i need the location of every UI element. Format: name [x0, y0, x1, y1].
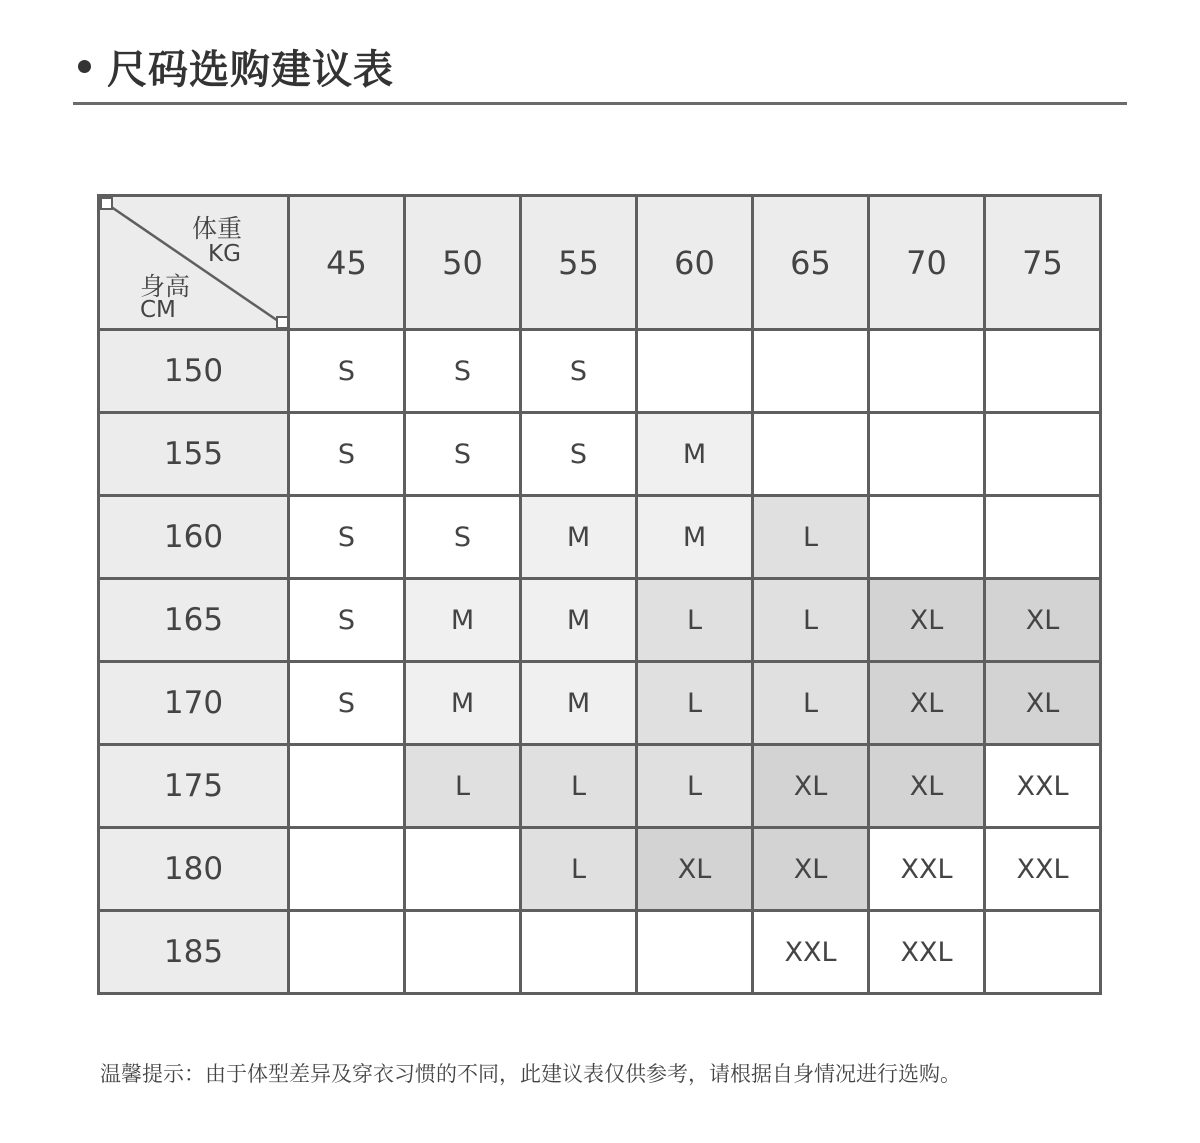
table-row [99, 579, 1101, 662]
height-header-cell: 155 [99, 413, 289, 496]
weight-unit: KG [208, 241, 241, 267]
height-header-cell: 180 [99, 828, 289, 911]
weight-header-cell: 50 [405, 196, 521, 330]
size-cell: M [637, 413, 753, 496]
size-cell [289, 911, 405, 994]
size-cell: S [289, 330, 405, 413]
tip-note: 温馨提示：由于体型差异及穿衣习惯的不同，此建议表仅供参考，请根据自身情况进行选购。 [100, 1062, 961, 1086]
size-cell: XL [637, 828, 753, 911]
table-row [99, 496, 1101, 579]
size-cell [405, 911, 521, 994]
size-cell: S [405, 413, 521, 496]
size-cell: S [289, 413, 405, 496]
size-cell: L [753, 496, 869, 579]
size-cell: L [637, 745, 753, 828]
height-unit: CM [140, 297, 176, 323]
size-cell: M [405, 662, 521, 745]
size-cell: S [521, 330, 637, 413]
size-cell: M [405, 579, 521, 662]
height-header-cell: 150 [99, 330, 289, 413]
size-cell: XL [985, 579, 1101, 662]
table-row [99, 662, 1101, 745]
size-cell: L [405, 745, 521, 828]
table-row [99, 413, 1101, 496]
size-cell [985, 413, 1101, 496]
height-header-cell: 175 [99, 745, 289, 828]
size-cell [985, 911, 1101, 994]
size-cell: XXL [869, 911, 985, 994]
table-row [99, 911, 1101, 994]
corner-header-cell [99, 196, 289, 330]
weight-header-cell: 65 [753, 196, 869, 330]
size-chart-table [97, 194, 1102, 995]
size-cell: L [637, 662, 753, 745]
height-header-cell: 170 [99, 662, 289, 745]
size-cell: XXL [753, 911, 869, 994]
size-cell: XL [869, 662, 985, 745]
height-header-cell: 185 [99, 911, 289, 994]
height-header-cell: 165 [99, 579, 289, 662]
size-cell: M [521, 662, 637, 745]
table-row [99, 330, 1101, 413]
title-divider [73, 102, 1127, 105]
page-title: 尺码选购建议表 [107, 47, 394, 93]
size-cell: XXL [869, 828, 985, 911]
size-cell: M [637, 496, 753, 579]
table-row [99, 828, 1101, 911]
size-cell [869, 330, 985, 413]
size-cell [637, 330, 753, 413]
size-cell: L [637, 579, 753, 662]
weight-label: 体重 [192, 214, 243, 243]
weight-header-cell: 70 [869, 196, 985, 330]
size-cell: XXL [985, 828, 1101, 911]
height-header-cell: 160 [99, 496, 289, 579]
size-cell: M [521, 579, 637, 662]
size-cell: L [753, 662, 869, 745]
height-label: 身高 [140, 272, 191, 301]
weight-header-cell: 55 [521, 196, 637, 330]
size-cell: S [289, 496, 405, 579]
size-cell: S [289, 579, 405, 662]
table-header-row [99, 196, 1101, 330]
size-cell [289, 828, 405, 911]
weight-header-cell: 60 [637, 196, 753, 330]
page-header [78, 38, 394, 95]
size-cell [869, 413, 985, 496]
weight-header-cell: 75 [985, 196, 1101, 330]
size-cell [753, 330, 869, 413]
size-cell [289, 745, 405, 828]
size-cell [753, 413, 869, 496]
size-cell [405, 828, 521, 911]
size-cell: S [289, 662, 405, 745]
size-cell: XL [985, 662, 1101, 745]
size-cell: XL [869, 745, 985, 828]
size-cell: XL [869, 579, 985, 662]
size-cell: L [753, 579, 869, 662]
size-cell [985, 330, 1101, 413]
size-cell: XL [753, 828, 869, 911]
size-cell [869, 496, 985, 579]
size-cell: S [405, 496, 521, 579]
size-cell: M [521, 496, 637, 579]
size-cell: XXL [985, 745, 1101, 828]
size-cell: L [521, 745, 637, 828]
weight-header-cell: 45 [289, 196, 405, 330]
size-cell: S [405, 330, 521, 413]
size-cell: S [521, 413, 637, 496]
bullet-icon [78, 60, 91, 73]
size-cell [637, 911, 753, 994]
table-row [99, 745, 1101, 828]
size-cell [985, 496, 1101, 579]
size-cell: L [521, 828, 637, 911]
size-cell: XL [753, 745, 869, 828]
size-cell [521, 911, 637, 994]
